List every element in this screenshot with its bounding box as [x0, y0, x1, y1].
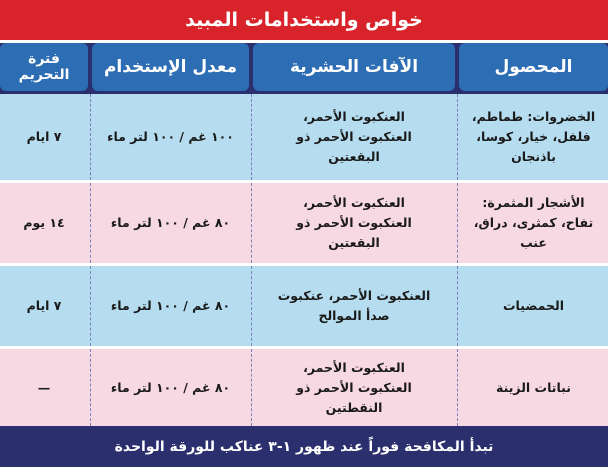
- row-crop: نباتات الزينة: [496, 379, 571, 395]
- usage-note-footer: تبدأ المكافحة فوراً عند ظهور ١-٣ عناكب للورقة الواحدة: [0, 426, 608, 467]
- table-row: [0, 183, 608, 263]
- table-row: [0, 94, 608, 180]
- row-rate: ٨٠ غم / ١٠٠ لتر ماء: [110, 298, 231, 313]
- row-crop: الحمضيات: [502, 298, 565, 313]
- table-title: خواص واستخدامات المبيد: [0, 0, 608, 43]
- row-period: ٧ ايام: [26, 298, 62, 313]
- row-pests: العنكبوت الأحمر، عنكبوت صدأ الموالح: [277, 288, 431, 323]
- row-period: ١٤ يوم: [23, 215, 65, 230]
- header-period-line2: التحريم: [18, 67, 70, 83]
- header-period-line1: فترة: [28, 51, 60, 67]
- row-rate: ٨٠ غم / ١٠٠ لتر ماء: [110, 215, 231, 230]
- row-period: —: [37, 379, 51, 395]
- row-rate: ١٠٠ غم / ١٠٠ لتر ماء: [107, 129, 234, 144]
- row-pests: العنكبوت الأحمر، العنكبوت الأحمر ذو البقعتين: [296, 109, 412, 164]
- row-pests: العنكبوت الأحمر، العنكبوت الأحمر ذو البقعتين: [296, 195, 412, 250]
- row-period: ٧ ايام: [26, 129, 62, 144]
- header-crop-label: المحصول: [494, 57, 573, 77]
- header-pests-label: الآفات الحشرية: [289, 57, 419, 77]
- header-pests: [253, 43, 455, 91]
- table-row: [0, 349, 608, 426]
- row-rate: ٨٠ غم / ١٠٠ لتر ماء: [110, 379, 231, 395]
- row-crop: الأشجار المثمرة: تفاح، كمثرى، دراق، عنب: [473, 195, 594, 250]
- table-row: [0, 266, 608, 346]
- row-crop: الخضروات: طماطم، فلفل، خيار، كوسا، باذنجان: [471, 109, 596, 164]
- header-period: [0, 43, 88, 91]
- header-rate: [92, 43, 249, 91]
- header-crop: [459, 43, 608, 91]
- header-rate-label: معدل الإستخدام: [103, 57, 238, 77]
- row-pests: العنكبوت الأحمر، العنكبوت الأحمر ذو النقطتين: [296, 359, 412, 415]
